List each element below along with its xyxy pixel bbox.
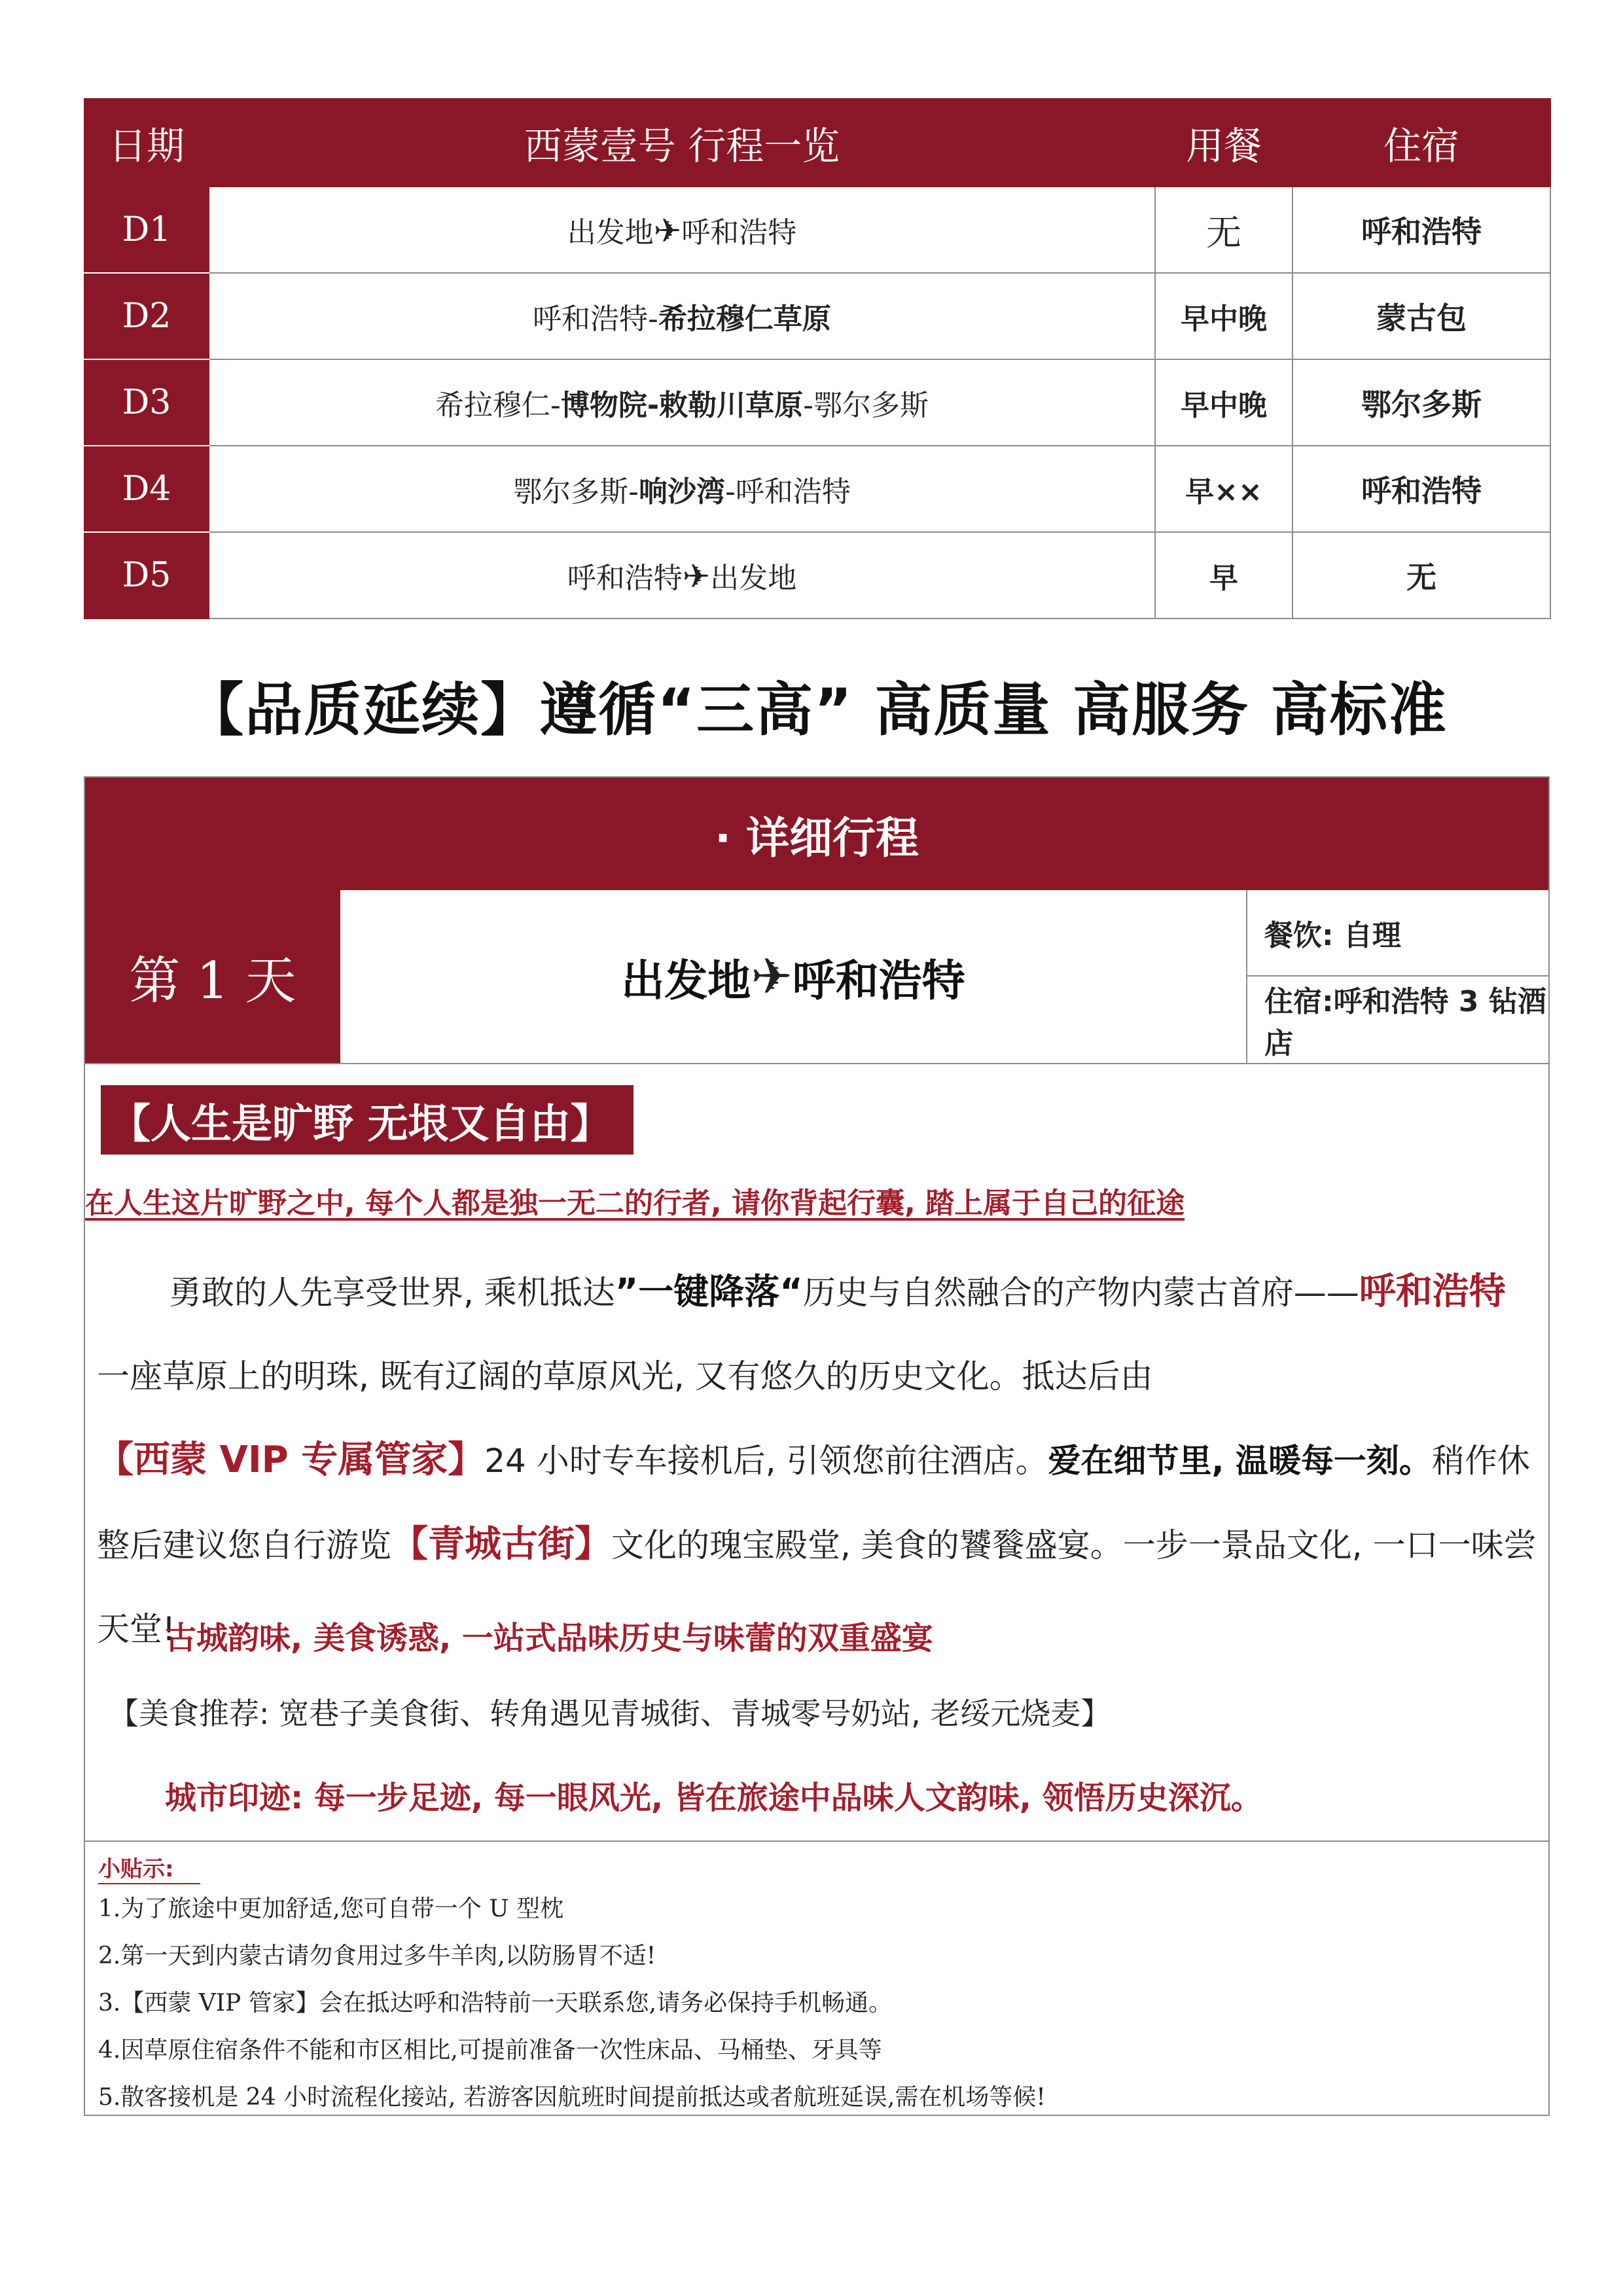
- city-line: 城市印迹: 每一步足迹, 每一眼风光, 皆在旅途中品味人文韵味, 领悟历史深沉。: [165, 1780, 1262, 1816]
- para-text: 稍作休整后建议您自行游览: [97, 1442, 1530, 1564]
- stay-cell: 呼和浩特: [1293, 187, 1550, 273]
- detail-header: · 详细行程: [85, 778, 1548, 890]
- day-cell: D5: [84, 532, 209, 619]
- para-text: 文化的瑰宝殿堂, 美食的饕餮盛宴。一步一景品文化, 一口一味尝天堂!: [97, 1526, 1537, 1648]
- para-text: 勇敢的人先享受世界, 乘机抵达: [169, 1274, 615, 1312]
- meal-cell: 早: [1155, 532, 1293, 619]
- intro-line: 在人生这片旷野之中, 每个人都是独一无二的行者, 请你背起行囊, 踏上属于自己的征途: [85, 1187, 1185, 1220]
- route-part: 呼和浩特-: [533, 302, 658, 336]
- para-text: 一座草原上的明珠, 既有辽阔的草原风光, 又有悠久的历史文化。抵达后由: [97, 1357, 1153, 1395]
- header-day: 日期: [84, 99, 209, 187]
- meal-cell: 早××: [1155, 446, 1293, 532]
- day-title: [340, 890, 1247, 1063]
- route-cell: [209, 359, 1155, 446]
- table-row: [84, 359, 1550, 446]
- route-part: -呼和浩特: [725, 475, 851, 509]
- para-highlight: 【西蒙 VIP 专属管家】: [97, 1439, 485, 1481]
- divider: [85, 1063, 1548, 1064]
- stay-info: 住宿:呼和浩特 3 钻酒店: [1264, 985, 1546, 1060]
- table-row: [84, 446, 1550, 532]
- stay-cell: 蒙古包: [1293, 273, 1550, 359]
- header-meal: 用餐: [1155, 99, 1293, 187]
- meal-info: 餐饮: 自理: [1247, 890, 1550, 977]
- day-cell: D1: [84, 187, 209, 273]
- para-highlight: 呼和浩特: [1359, 1270, 1506, 1313]
- route-end: 出发地: [710, 562, 797, 595]
- route-start: 呼和浩特: [567, 562, 683, 595]
- para-key: 爱在细节里, 温暖每一刻。: [1048, 1442, 1432, 1480]
- meal-cell: 早中晚: [1155, 273, 1293, 359]
- route-highlight: 希拉穆仁草原: [658, 302, 831, 336]
- para-text: 24 小时专车接机后, 引领您前往酒店。: [484, 1442, 1048, 1480]
- divider: [85, 1840, 1548, 1842]
- title-start: 出发地: [621, 955, 751, 1006]
- plane-icon: ✈: [653, 211, 682, 250]
- quality-slogan: 【品质延续】遵循“三高” 高质量 高服务 高标准: [186, 676, 1448, 744]
- route-part: -鄂尔多斯: [803, 389, 929, 422]
- stay-cell: 鄂尔多斯: [1293, 359, 1550, 446]
- header-stay: 住宿: [1293, 99, 1550, 187]
- tip-item: 2.第一天到内蒙古请勿食用过多牛羊肉,以防肠胃不适!: [98, 1943, 656, 1969]
- plane-icon: ✈: [682, 557, 711, 596]
- plane-icon: ✈: [751, 948, 793, 1005]
- route-cell: [209, 532, 1155, 619]
- food-recommendation: 【美食推荐: 宽巷子美食街、转角遇见青城街、青城零号奶站, 老绥元烧麦】: [109, 1696, 1111, 1731]
- tip-item: 4.因草原住宿条件不能和市区相比,可提前准备一次性床品、马桶垫、牙具等: [98, 2037, 882, 2064]
- route-highlight: 响沙湾: [639, 475, 725, 509]
- route-part: 希拉穆仁-: [435, 389, 561, 422]
- tips-title: 小贴示:: [98, 1851, 200, 1884]
- day-cell: D4: [84, 446, 209, 532]
- para-text: 历史与自然融合的产物内蒙古首府——: [802, 1274, 1359, 1312]
- title-end: 呼和浩特: [792, 955, 965, 1006]
- route-cell: [209, 273, 1155, 359]
- description-paragraph: [97, 1250, 1537, 1671]
- day-cell: D3: [84, 359, 209, 446]
- table-row: [84, 187, 1550, 273]
- table-header-row: [84, 99, 1550, 187]
- route-highlight: 博物院-敕勒川草原: [560, 389, 804, 422]
- table-row: [84, 273, 1550, 359]
- meal-cell: 早中晚: [1155, 359, 1293, 446]
- stay-cell: 无: [1293, 532, 1550, 619]
- tip-item: 3.【西蒙 VIP 管家】会在抵达呼和浩特前一天联系您,请务必保持手机畅通。: [98, 1990, 893, 2017]
- para-key: ”一键降落“: [615, 1271, 803, 1312]
- table-row: [84, 532, 1550, 619]
- route-cell: [209, 446, 1155, 532]
- route-part: 鄂尔多斯-: [513, 475, 639, 509]
- stay-cell: 呼和浩特: [1293, 446, 1550, 532]
- meal-cell: 无: [1155, 187, 1293, 273]
- itinerary-overview-table: [84, 98, 1551, 619]
- day-cell: D2: [84, 273, 209, 359]
- day-label: 第 1 天: [85, 890, 340, 1063]
- tip-item: 5.散客接机是 24 小时流程化接站, 若游客因航班时间提前抵达或者航班延误,需在机场等候!: [98, 2084, 1046, 2111]
- route-cell: [209, 187, 1155, 273]
- route-end: 呼和浩特: [681, 216, 797, 249]
- theme-banner: 【人生是旷野 无垠又自由】: [101, 1085, 633, 1155]
- para-highlight: 【青城古街】: [391, 1523, 611, 1566]
- route-start: 出发地: [567, 216, 654, 249]
- highlight-line: 古城韵味, 美食诱惑, 一站式品味历史与味蕾的双重盛宴: [165, 1620, 933, 1657]
- detailed-itinerary: [84, 776, 1550, 2116]
- tip-item: 1.为了旅途中更加舒适,您可自带一个 U 型枕: [98, 1895, 564, 1922]
- header-route: 西蒙壹号 行程一览: [209, 99, 1155, 187]
